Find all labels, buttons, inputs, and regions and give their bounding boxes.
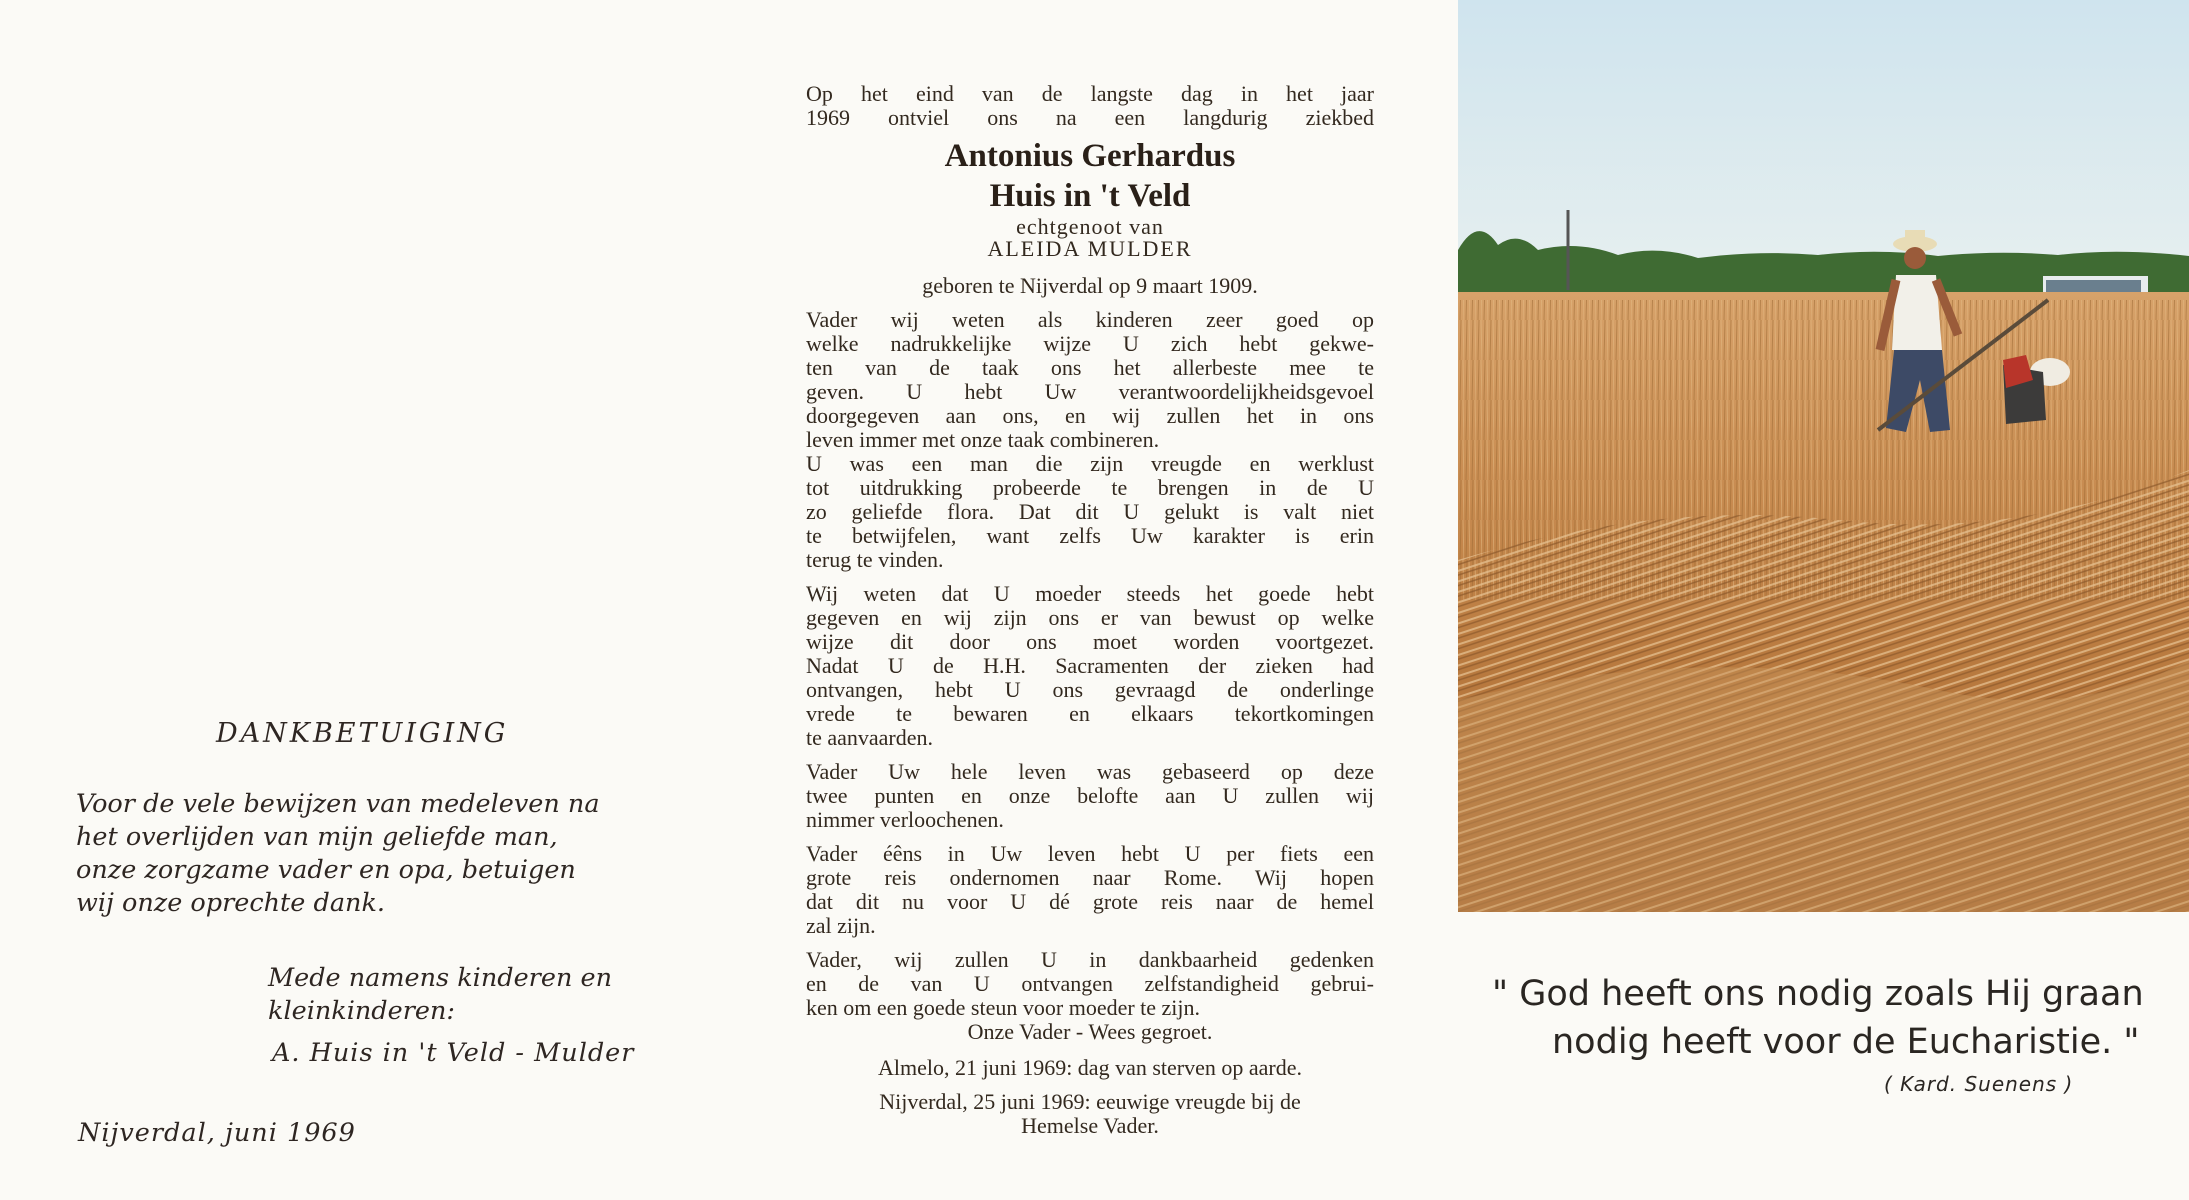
wheat-harvest-photo — [1458, 0, 2189, 912]
paragraph-line: leven immer met onze taak combineren. — [806, 427, 1160, 452]
paragraph-line: Vader wij weten als kinderen zeer goed op — [806, 307, 1374, 332]
quote-text — [1492, 970, 2172, 1066]
place-date: Nijverdal, juni 1969 — [78, 1118, 356, 1148]
quote-line-2: nodig heeft voor de Eucharistie. " — [1552, 1022, 2140, 1062]
behalf-text — [268, 962, 646, 1028]
joy-line — [806, 1090, 1374, 1138]
paragraph-line: te betwijfelen, want zelfs Uw karakter is erin — [806, 523, 1374, 548]
paragraph-line: doorgegeven aan ons, en wij zullen het in ons — [806, 403, 1374, 428]
thanks-panel — [0, 0, 730, 1200]
thanks-line: het overlijden van mijn geliefde man, — [76, 822, 558, 852]
paragraph-5 — [806, 948, 1374, 1044]
paragraph-line: dat dit nu voor U dé grote reis naar de hemel — [806, 889, 1374, 914]
paragraph-line: ontvangen, hebt U ons gevraagd de onderlinge — [806, 677, 1374, 702]
paragraph-line: ken om een goede steun voor moeder te zijn. — [806, 995, 1201, 1020]
paragraph-line: te aanvaarden. — [806, 725, 934, 750]
intro-line: 1969 ontviel ons na een langdurig ziekbed — [806, 105, 1374, 130]
paragraph-line: Vader Uw hele leven was gebaseerd op deze — [806, 759, 1374, 784]
paragraph-line: en de van U ontvangen zelfstandigheid gebrui- — [806, 971, 1374, 996]
paragraph-line: nimmer verloochenen. — [806, 807, 1004, 832]
paragraph-line: ten van de taak ons het allerbeste mee te — [806, 355, 1374, 380]
paragraph-line: U was een man die zijn vreugde en werklust — [806, 451, 1374, 476]
deceased-name-last: Huis in 't Veld — [989, 178, 1191, 214]
quote-line-1: " God heeft ons nodig zoals Hij graan — [1492, 974, 2144, 1014]
paragraph-3 — [806, 760, 1374, 832]
paragraph-line: zo geliefde flora. Dat dit U gelukt is valt niet — [806, 499, 1374, 524]
death-line: Almelo, 21 juni 1969: dag van sterven op aarde. — [877, 1055, 1302, 1080]
spouse-name: ALEIDA MULDER — [987, 236, 1193, 261]
behalf-line: Mede namens kinderen en — [268, 963, 613, 993]
prayer-line: Onze Vader - Wees gegroet. — [967, 1019, 1213, 1044]
signer-name: A. Huis in 't Veld - Mulder — [272, 1038, 635, 1068]
paragraph-line: zal zijn. — [806, 913, 876, 938]
behalf-line: kleinkinderen: — [268, 996, 456, 1026]
paragraph-line: Vader, wij zullen U in dankbaarheid gedenken — [806, 947, 1374, 972]
joy-line-1: Nijverdal, 25 juni 1969: eeuwige vreugde bij de — [879, 1089, 1301, 1114]
intro-line: Op het eind van de langste dag in het jaar — [806, 81, 1374, 106]
paragraph-line: tot uitdrukking probeerde te brengen in de U — [806, 475, 1374, 500]
paragraph-line: Wij weten dat U moeder steeds het goede hebt — [806, 581, 1374, 606]
paragraph-line: welke nadrukkelijke wijze U zich hebt gekwe- — [806, 331, 1374, 356]
born-line: geboren te Nijverdal op 9 maart 1909. — [922, 273, 1258, 298]
paragraph-line: twee punten en onze belofte aan U zullen wij — [806, 783, 1374, 808]
joy-line-2: Hemelse Vader. — [1021, 1113, 1159, 1138]
paragraph-line: terug te vinden. — [806, 547, 944, 572]
thanks-line: onze zorgzame vader en opa, betuigen — [76, 855, 576, 885]
spouse-label: echtgenoot van — [1016, 214, 1164, 239]
paragraph-1 — [806, 308, 1374, 572]
paragraph-4 — [806, 842, 1374, 938]
thanks-title: DANKBETUIGING — [216, 718, 509, 749]
paragraph-line: wijze dit door ons moet worden voortgezet. — [806, 629, 1374, 654]
paragraph-line: Nadat U de H.H. Sacramenten der zieken had — [806, 653, 1374, 678]
paragraph-line: Vader éêns in Uw leven hebt U per fiets een — [806, 841, 1374, 866]
thanks-line: Voor de vele bewijzen van medeleven na — [76, 789, 600, 819]
paragraph-line: grote reis ondernomen naar Rome. Wij hopen — [806, 865, 1374, 890]
deceased-name-first: Antonius Gerhardus — [944, 138, 1236, 174]
obituary-text — [806, 82, 1374, 1138]
paragraph-2 — [806, 582, 1374, 750]
paragraph-line: geven. U hebt Uw verantwoordelijkheidsgevoel — [806, 379, 1374, 404]
thanks-body — [76, 788, 646, 920]
thanks-line: wij onze oprechte dank. — [76, 888, 386, 918]
paragraph-line: gegeven en wij zijn ons er van bewust op welke — [806, 605, 1374, 630]
photo-panel — [1458, 0, 2189, 1200]
paragraph-line: vrede te bewaren en elkaars tekortkomingen — [806, 701, 1374, 726]
obituary-panel — [730, 0, 1460, 1200]
intro — [806, 82, 1374, 130]
quote-author: ( Kard. Suenens ) — [1884, 1072, 2074, 1096]
